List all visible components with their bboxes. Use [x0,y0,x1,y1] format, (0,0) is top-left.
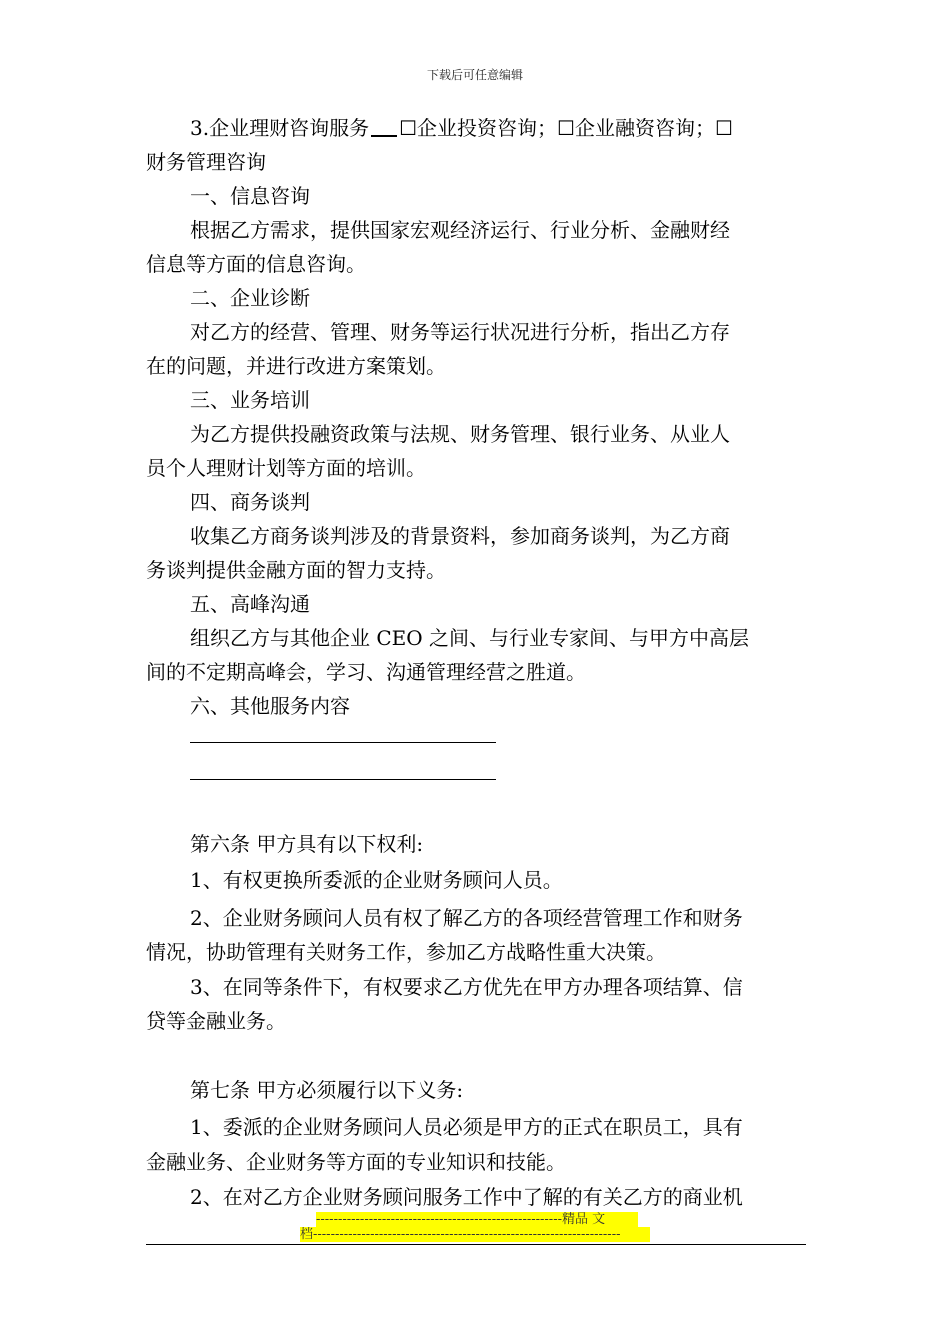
paragraph-line: 财务管理咨询 [146,150,266,174]
paragraph-line: 贷等金融业务。 [146,1009,286,1033]
footer-rule [146,1244,806,1245]
fill-in-line [190,779,496,780]
paragraph-line: 为乙方提供投融资政策与法规、财务管理、银行业务、从业人 [190,422,730,446]
paragraph-line: 在的问题，并进行改进方案策划。 [146,354,446,378]
page-header: 下载后可任意编辑 [426,68,523,82]
footer-watermark-line-2: 档---------------------------------------------------------------------- [300,1227,650,1242]
article-heading: 第七条 甲方必须履行以下义务: [190,1078,464,1102]
paragraph-line: 信息等方面的信息咨询。 [146,252,366,276]
section-heading: 四、商务谈判 [190,490,310,514]
paragraph-line: 收集乙方商务谈判涉及的背景资料，参加商务谈判，为乙方商 [190,524,730,548]
paragraph-line: 员个人理财计划等方面的培训。 [146,456,426,480]
paragraph-line: 组织乙方与其他企业 CEO 之间、与行业专家间、与甲方中高层 [190,626,750,650]
section-heading: 六、其他服务内容 [190,694,350,718]
paragraph-line: 情况，协助管理有关财务工作，参加乙方战略性重大决策。 [146,940,666,964]
blank-underline [371,117,397,137]
section-heading: 一、信息咨询 [190,184,310,208]
paragraph-line: 务谈判提供金融方面的智力支持。 [146,558,446,582]
paragraph-line: 根据乙方需求，提供国家宏观经济运行、行业分析、金融财经 [190,218,730,242]
paragraph-line: 2、在对乙方企业财务顾问服务工作中了解的有关乙方的商业机 [190,1185,743,1209]
section-heading: 三、业务培训 [190,388,310,412]
paragraph-line: 2、企业财务顾问人员有权了解乙方的各项经营管理工作和财务 [190,906,743,930]
paragraph-line: 1、有权更换所委派的企业财务顾问人员。 [190,868,563,892]
section-heading: 二、企业诊断 [190,286,310,310]
footer-watermark-line-1: --------------------------------------------------------精品 文 [316,1212,638,1227]
paragraph-line: 金融业务、企业财务等方面的专业知识和技能。 [146,1150,566,1174]
paragraph-line: 间的不定期高峰会，学习、沟通管理经营之胜道。 [146,660,586,684]
paragraph-line: 对乙方的经营、管理、财务等运行状况进行分析，指出乙方存 [190,320,730,344]
paragraph-line: 1、委派的企业财务顾问人员必须是甲方的正式在职员工，具有 [190,1115,743,1139]
section-heading: 五、高峰沟通 [190,592,310,616]
paragraph-line: 3.企业理财咨询服务 ☐企业投资咨询；☐企业融资咨询；☐ [190,116,733,140]
article-heading: 第六条 甲方具有以下权利: [190,832,424,856]
paragraph-line: 3、在同等条件下，有权要求乙方优先在甲方办理各项结算、信 [190,975,743,999]
fill-in-line [190,742,496,743]
